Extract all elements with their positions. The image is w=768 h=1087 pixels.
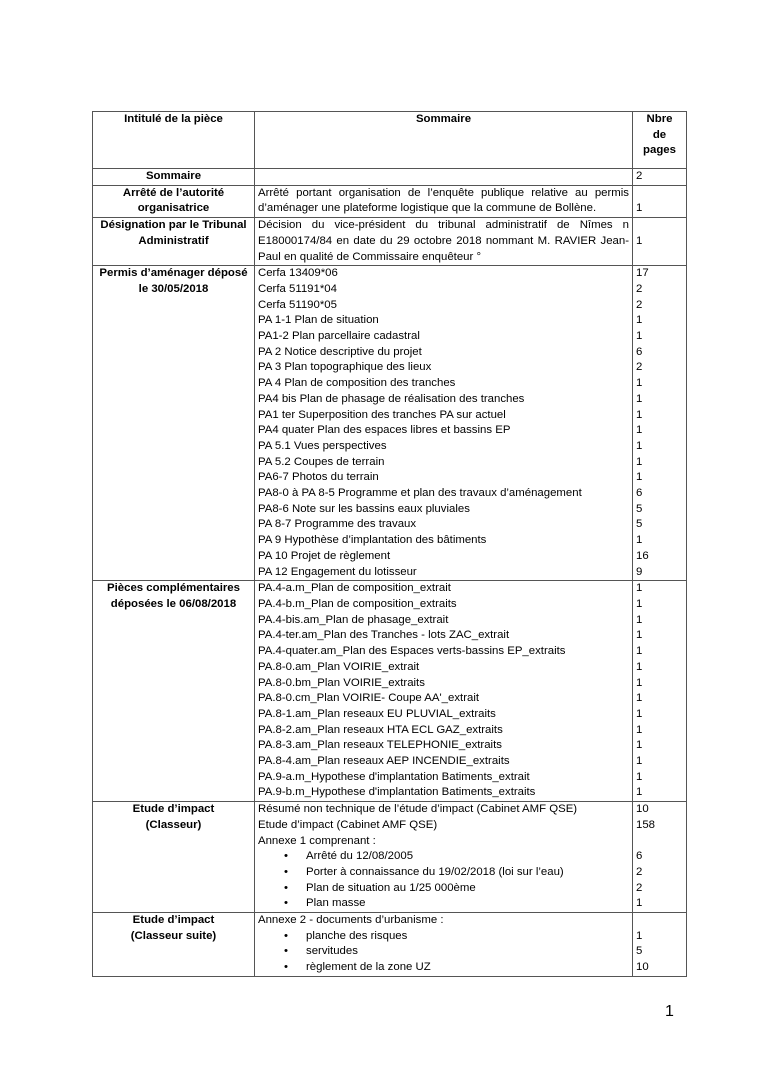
page-count: 1: [636, 439, 643, 452]
piece-title: [93, 218, 255, 266]
sommaire-cell: [255, 802, 633, 913]
bullet-icon: •: [284, 881, 288, 894]
page-count: 1: [636, 582, 643, 595]
piece-title-line: Etude d’impact: [132, 914, 215, 927]
page-count: 1: [636, 660, 643, 673]
page-count: 1: [636, 723, 643, 736]
sommaire-item: PA 9 Hypothèse d’implantation des bâtiments: [258, 534, 487, 547]
page-count: 1: [636, 739, 643, 752]
page-count: 1: [636, 377, 643, 390]
page-count: 1: [636, 330, 643, 343]
sommaire-cell: [255, 266, 633, 581]
page-count: [636, 834, 683, 850]
page-count: 6: [636, 345, 643, 358]
piece-title-line: (Classeur suite): [130, 929, 217, 942]
sommaire-cell: [255, 169, 633, 186]
bullet-icon: •: [284, 929, 288, 942]
header-sommaire: Sommaire: [255, 112, 633, 169]
page-count: 5: [636, 945, 643, 958]
bullet-icon: •: [284, 961, 288, 974]
table-row: [93, 185, 687, 217]
sommaire-item: PA.8-0.bm_Plan VOIRIE_extraits: [258, 676, 425, 689]
page-count: 5: [636, 502, 643, 515]
sommaire-bullet-item: [258, 929, 629, 945]
sommaire-item: PA 4 Plan de composition des tranches: [258, 377, 456, 390]
sommaire-item: Arrêté portant organisation de l’enquête publique relative au permis d’aménager une plateforme logistique que la commune de Bollène.: [258, 186, 629, 215]
page-count: 1: [636, 786, 643, 799]
header-pages-line: pages: [643, 144, 676, 157]
sommaire-item: PA 1-1 Plan de situation: [258, 314, 379, 327]
sommaire-bullet-text: Plan masse: [306, 897, 366, 910]
page-count: 1: [636, 676, 643, 689]
sommaire-item: PA 8-7 Programme des travaux: [258, 518, 417, 531]
sommaire-item: PA 5.2 Coupes de terrain: [258, 455, 385, 468]
piece-title-line: le 30/05/2018: [138, 282, 209, 295]
page-count: 2: [636, 282, 643, 295]
sommaire-item: PA.9-a.m_Hypothese d'implantation Batiments_extrait: [258, 770, 530, 783]
sommaire-bullet-item: [258, 881, 629, 897]
piece-title-line: Etude d’impact: [132, 803, 215, 816]
sommaire-item: PA1-2 Plan parcellaire cadastral: [258, 330, 420, 343]
bullet-icon: •: [284, 897, 288, 910]
sommaire-item: PA 10 Projet de règlement: [258, 549, 391, 562]
table-row: [93, 802, 687, 913]
piece-title-line: Sommaire: [145, 170, 202, 182]
header-pages: [633, 112, 687, 169]
header-piece: Intitulé de la pièce: [93, 112, 255, 169]
sommaire-item: Cerfa 51191*04: [258, 282, 337, 295]
page-count-cell: [633, 169, 687, 186]
page-count: 1: [636, 597, 643, 610]
page-count: 2: [636, 361, 643, 374]
page-count-cell: [633, 218, 687, 266]
sommaire-item: Décision du vice-président du tribunal administratif de Nîmes n E18000174/84 en date du 29 octobre 2018 nommant M. RAVIER Jean-Paul en qualité de Commissaire enquêteur °: [258, 219, 629, 263]
page-count: 1: [636, 613, 643, 626]
page-count: 1: [636, 770, 643, 783]
sommaire-item: PA 2 Notice descriptive du projet: [258, 345, 422, 358]
page-count: 5: [636, 518, 643, 531]
sommaire-item: PA.8-0.cm_Plan VOIRIE- Coupe AA'_extrait: [258, 692, 480, 705]
sommaire-bullet-item: [258, 960, 629, 976]
header-pages-line: Nbre: [646, 113, 673, 125]
sommaire-item: PA.4-ter.am_Plan des Tranches - lots ZAC_extrait: [258, 629, 510, 642]
sommaire-item: PA.8-0.am_Plan VOIRIE_extrait: [258, 660, 420, 673]
page-count: 158: [636, 818, 656, 831]
page-number: 1: [665, 1003, 674, 1020]
piece-title-line: (Classeur): [145, 818, 202, 831]
sommaire-item: PA.8-3.am_Plan reseaux TELEPHONIE_extraits: [258, 739, 502, 752]
sommaire-item: Etude d’impact (Cabinet AMF QSE): [258, 818, 438, 831]
page-count: 1: [636, 471, 643, 484]
piece-title-line: déposées le 06/08/2018: [110, 597, 237, 610]
page-count: 2: [636, 881, 643, 894]
page-count: 1: [636, 392, 643, 405]
sommaire-item: PA 12 Engagement du lotisseur: [258, 565, 417, 578]
page-count-cell: [633, 266, 687, 581]
piece-title: [93, 802, 255, 913]
page-count: 10: [636, 961, 649, 974]
page-count: 1: [636, 897, 643, 910]
sommaire-item: PA 5.1 Vues perspectives: [258, 439, 387, 452]
sommaire-bullet-text: servitudes: [306, 945, 358, 958]
page-count: [636, 913, 683, 929]
piece-title: [93, 913, 255, 977]
sommaire-item: PA4 quater Plan des espaces libres et bassins EP: [258, 424, 511, 437]
piece-title: [93, 169, 255, 186]
sommaire-bullet-text: Porter à connaissance du 19/02/2018 (loi sur l’eau): [306, 865, 564, 878]
page-count: 1: [636, 424, 643, 437]
piece-title-line: Permis d’aménager déposé: [99, 267, 248, 280]
sommaire-bullet-item: [258, 896, 629, 912]
bullet-icon: •: [284, 865, 288, 878]
sommaire-bullet-item: [258, 944, 629, 960]
header-pages-line: de: [652, 128, 667, 141]
sommaire-item: Annexe 2 - documents d’urbanisme :: [258, 914, 444, 927]
sommaire-item: Cerfa 13409*06: [258, 267, 338, 280]
table-row: [93, 266, 687, 581]
piece-title-line: organisatrice: [137, 202, 210, 215]
sommaire-bullet-text: règlement de la zone UZ: [306, 961, 431, 974]
page-count-cell: [633, 581, 687, 802]
sommaire-item: PA8-0 à PA 8-5 Programme et plan des travaux d’aménagement: [258, 487, 582, 500]
page-count: 1: [636, 202, 643, 215]
sommaire-item: PA8-6 Note sur les bassins eaux pluviales: [258, 502, 470, 515]
page-count: 17: [636, 267, 649, 280]
sommaire-item: PA.4-bis.am_Plan de phasage_extrait: [258, 613, 449, 626]
page-count-cell: [633, 185, 687, 217]
page-count: 2: [636, 298, 643, 311]
sommaire-item: PA 3 Plan topographique des lieux: [258, 361, 432, 374]
page-count: 1: [636, 455, 643, 468]
page-count: 2: [636, 170, 643, 182]
page-count: 16: [636, 549, 649, 562]
table-body: [93, 169, 687, 977]
page-count: 2: [636, 865, 643, 878]
piece-title-line: Arrêté de l’autorité: [122, 186, 225, 199]
page-count: 6: [636, 487, 643, 500]
page-count: 1: [636, 707, 643, 720]
sommaire-bullet-text: planche des risques: [306, 929, 408, 942]
page-count: 1: [636, 645, 643, 658]
page-count: 10: [636, 803, 649, 816]
page-count: 1: [636, 629, 643, 642]
page-count: 1: [636, 408, 643, 421]
sommaire-item: Annexe 1 comprenant :: [258, 834, 376, 847]
page-count: 1: [636, 692, 643, 705]
piece-title: [93, 266, 255, 581]
page-count-cell: [633, 802, 687, 913]
summary-table: [92, 111, 687, 977]
piece-title: [93, 581, 255, 802]
sommaire-item: PA1 ter Superposition des tranches PA sur actuel: [258, 408, 506, 421]
bullet-icon: •: [284, 945, 288, 958]
sommaire-item: PA.4-a.m_Plan de composition_extrait: [258, 582, 451, 595]
table-row: [93, 913, 687, 977]
sommaire-item: Cerfa 51190*05: [258, 298, 337, 311]
piece-title-line: Administratif: [138, 234, 209, 247]
table-row: [93, 218, 687, 266]
piece-title: [93, 185, 255, 217]
sommaire-item: PA.4-quater.am_Plan des Espaces verts-bassins EP_extraits: [258, 645, 566, 658]
table-row: [93, 169, 687, 186]
sommaire-cell: [255, 581, 633, 802]
sommaire-cell: [255, 185, 633, 217]
sommaire-item: Résumé non technique de l’étude d’impact (Cabinet AMF QSE): [258, 803, 578, 816]
sommaire-item: PA.8-1.am_Plan reseaux EU PLUVIAL_extraits: [258, 707, 496, 720]
sommaire-cell: [255, 218, 633, 266]
sommaire-item: PA.8-2.am_Plan reseaux HTA ECL GAZ_extraits: [258, 723, 503, 736]
page-count: 1: [636, 314, 643, 327]
sommaire-item: PA6-7 Photos du terrain: [258, 471, 379, 484]
piece-title-line: Pièces complémentaires: [107, 582, 240, 595]
bullet-icon: •: [284, 850, 288, 863]
page-count: 1: [636, 929, 643, 942]
page-count-cell: [633, 913, 687, 977]
sommaire-item: PA.4-b.m_Plan de composition_extraits: [258, 597, 457, 610]
sommaire-item: PA.9-b.m_Hypothese d'implantation Batiments_extraits: [258, 786, 536, 799]
header-row: [93, 112, 687, 169]
sommaire-bullet-text: Plan de situation au 1/25 000ème: [306, 881, 476, 894]
page-count: 1: [636, 755, 643, 768]
page-count: 1: [636, 534, 643, 547]
sommaire-item: PA4 bis Plan de phasage de réalisation des tranches: [258, 392, 525, 405]
sommaire-bullet-item: [258, 865, 629, 881]
piece-title-line: Désignation par le Tribunal: [100, 219, 247, 232]
sommaire-item: PA.8-4.am_Plan reseaux AEP INCENDIE_extraits: [258, 755, 510, 768]
page-count: 1: [636, 234, 643, 247]
table-row: [93, 581, 687, 802]
sommaire-cell: [255, 913, 633, 977]
page-count: 9: [636, 565, 643, 578]
page-count: 6: [636, 850, 643, 863]
sommaire-bullet-text: Arrêté du 12/08/2005: [306, 850, 414, 863]
sommaire-bullet-item: [258, 849, 629, 865]
